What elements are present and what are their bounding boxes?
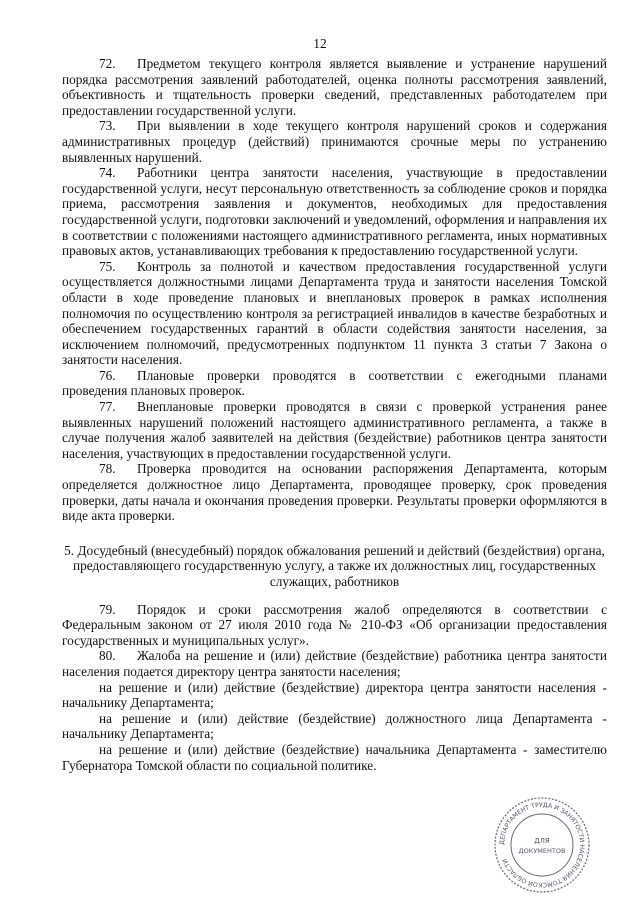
official-stamp	[492, 795, 592, 895]
paragraph-text: Работники центра занятости населения, участвующие в предоставлении государственной услуги, несут персональную ответственность за соблюдение сроков и порядка приема, рассмотрения заявления и документов, необходимых для предоставления государственной услуги, подготовки заключений и уведомлений, оформления и направления их в соответствии с положениями настоящего административного регламента, иных нормативных правовых актов, устанавливающих требования к предоставлению государственной услуги.	[62, 165, 607, 259]
paragraph	[62, 711, 607, 742]
paragraph	[62, 648, 607, 679]
paragraph-text: Предметом текущего контроля является выявление и устранение нарушений порядка рассмотрения заявлений работодателей, оценка полноты рассмотрения заявлений, объективность и тщательность проверки сведений, представленных работодателем при предоставлении государственной услуги.	[62, 56, 607, 118]
stamp-inner-ring	[511, 814, 573, 876]
paragraph-number: 75.	[99, 258, 116, 274]
paragraph-number: 73.	[99, 118, 116, 134]
paragraph-number: 80.	[99, 648, 116, 664]
stamp-ring-text: ДЕПАРТАМЕНТ ТРУДА И ЗАНЯТОСТИ НАСЕЛЕНИЯ ТОМСКОЙ ОБЛАСТИ	[498, 801, 586, 889]
document-body	[62, 56, 607, 773]
paragraph-text: При выявлении в ходе текущего контроля нарушений сроков и содержания административных процедур (действий) принимаются срочные меры по устранению выявленных нарушений.	[62, 118, 607, 165]
paragraph-number: 72.	[99, 56, 116, 71]
stamp-center-top: ДЛЯ	[534, 837, 550, 845]
paragraph-text: Проверка проводится на основании распоряжения Департамента, которым определяется должностное лицо Департамента, проводящее проверку, срок проведения проверки, даты начала и окончания проведения проверки. Результаты проверки оформляются в виде акта проверки.	[62, 461, 607, 524]
paragraph-text: Внеплановые проверки проводятся в связи с проверкой устранения ранее выявленных нарушений положений настоящего административного регламента, а также в случае получения жалоб заявителей на действия (бездействие) работников центра занятости населения, участвующих в предоставлении государственной услуги.	[62, 399, 607, 461]
paragraph-text: Плановые проверки проводятся в соответствии с ежегодными планами проведения плановых проверок.	[62, 367, 607, 399]
paragraph-text: Порядок и сроки рассмотрения жалоб определяются в соответствии с Федеральным законом от 27 июля 2010 года № 210-ФЗ «Об организации предоставления государственных и муниципальных услуг».	[62, 601, 607, 648]
paragraph-text: на решение и (или) действие (бездействие) начальника Департамента - заместителю Губернатора Томской области по социальной политике.	[62, 741, 607, 773]
paragraph	[62, 680, 607, 711]
paragraph-text: Контроль за полнотой и качеством предоставления государственной услуги осуществляется должностными лицами Департамента труда и занятости населения Томской области в ходе проведение плановых и внеплановых проверок в рамках исполнения полномочия по осуществлению контроля за регистрацией инвалидов в качестве безработных и обеспечением государственных гарантий в области содействия занятости населения, за исключением полномочий, предусмотренных подпунктом 11 пункта 3 статьи 7 Закона о занятости населения.	[62, 258, 607, 368]
paragraph	[62, 118, 607, 165]
section-heading: 5. Досудебный (внесудебный) порядок обжалования решений и действий (бездействия) органа, предоставляющего государственную услугу, а также их должностных лиц, государственных служащих, работников	[64, 542, 605, 589]
stamp-outer-ring	[495, 798, 589, 892]
paragraph	[62, 602, 607, 649]
paragraph	[62, 259, 607, 368]
paragraph-text: на решение и (или) действие (бездействие) должностного лица Департамента - начальнику Департамента;	[62, 710, 607, 742]
paragraph	[62, 742, 607, 773]
paragraph-number: 79.	[99, 601, 116, 617]
stamp-center-bottom: ДОКУМЕНТОВ	[518, 847, 566, 855]
paragraph	[62, 165, 607, 259]
paragraph	[62, 368, 607, 399]
paragraph	[62, 56, 607, 118]
paragraph	[62, 461, 607, 523]
paragraphs-before	[62, 56, 607, 524]
paragraph-number: 77.	[99, 399, 116, 415]
paragraph-number: 76.	[99, 367, 116, 383]
paragraph-number: 78.	[99, 461, 116, 477]
paragraph-number: 74.	[99, 165, 116, 181]
paragraph	[62, 399, 607, 461]
page-number: 12	[313, 36, 327, 51]
paragraph-text: Жалоба на решение и (или) действие (бездействие) работника центра занятости населения подается директору центра занятости населения;	[62, 648, 607, 679]
paragraph-text: на решение и (или) действие (бездействие) директора центра занятости населения - начальнику Департамента;	[62, 679, 607, 711]
paragraphs-after	[62, 602, 607, 774]
